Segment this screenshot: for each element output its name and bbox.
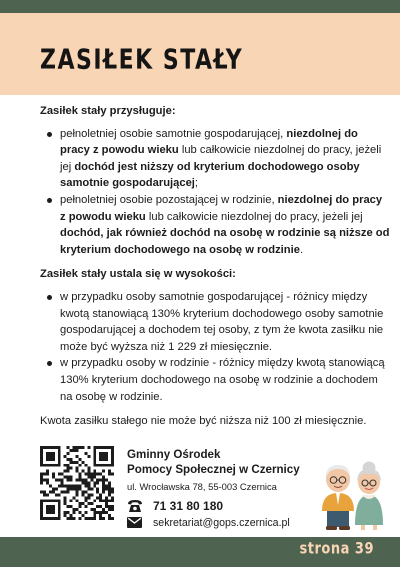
email-row: [127, 514, 317, 531]
elderly-couple-illustration: [314, 455, 394, 535]
section2-heading: Zasiłek stały ustala się w wysokości:: [40, 268, 236, 281]
minimum-amount-note: Kwota zasiłku stałego nie może być niższa niż 100 zł miesięcznie.: [40, 415, 367, 428]
section2-list: [40, 289, 390, 405]
text-segment: pełnoletniej osobie samotnie gospodarującej,: [60, 127, 287, 140]
text-segment: pełnoletniej osobie pozostającej w rodzinie,: [60, 193, 278, 206]
contact-block: [127, 447, 317, 531]
section1-heading: Zasiłek stały przysługuje:: [40, 105, 176, 117]
emphasis-text: niezdolnej do pracy z powodu wieku: [60, 193, 383, 223]
text-segment: lub całkowicie niezdolnej do pracy, jeżeli jej: [145, 210, 363, 223]
phone-icon: [127, 499, 143, 513]
section1-list: [40, 126, 390, 259]
text-segment: lub całkowicie niezdolnej do pracy, jeżeli jej: [60, 144, 382, 173]
list-item: [60, 192, 390, 258]
list-item: w przypadku osoby w rodzinie - różnicy między kwotą stanowiącą 130% kryterium dochodowego na osobę w rodzinie a dochodem na osobę w rodzinie.: [60, 355, 390, 405]
page-title: ZASIŁEK STAŁY: [40, 44, 244, 76]
phone-number[interactable]: 71 31 80 180: [153, 498, 224, 513]
main-content: [40, 103, 390, 441]
text-segment: ;: [194, 177, 199, 190]
qr-code: [40, 446, 114, 520]
emphasis-text: dochód, jak również dochód na osobę w rodzinie są niższe od kryterium dochodowego na osobę w rodzinie: [60, 227, 390, 256]
top-band: [0, 0, 400, 13]
emphasis-text: dochód jest niższy od kryterium dochodowego osoby samotnie gospodarującej: [60, 160, 360, 190]
address: ul. Wrocławska 78, 55-003 Czernica: [127, 481, 277, 492]
list-item: w przypadku osoby samotnie gospodarującej - różnicy między kwotą stanowiącą 130% kryterium dochodowego osoby samotnie gospodarującej a dochodem tej osoby, z tym że kwota zasiłku nie może być wyższa niż 1 229 zł miesięcznie.: [60, 289, 390, 355]
page-number: strona 39: [299, 539, 374, 559]
org-name-line1: Gminny Ośrodek: [127, 448, 221, 461]
emphasis-text: niezdolnej do pracy z powodu wieku: [60, 127, 358, 157]
email-address[interactable]: sekretariat@gops.czernica.pl: [153, 516, 290, 529]
phone-row: [127, 497, 317, 514]
text-segment: .: [299, 243, 304, 256]
list-item: [60, 126, 390, 192]
email-icon: [127, 516, 143, 530]
org-name-line2: Pomocy Społecznej w Czernicy: [127, 463, 300, 476]
